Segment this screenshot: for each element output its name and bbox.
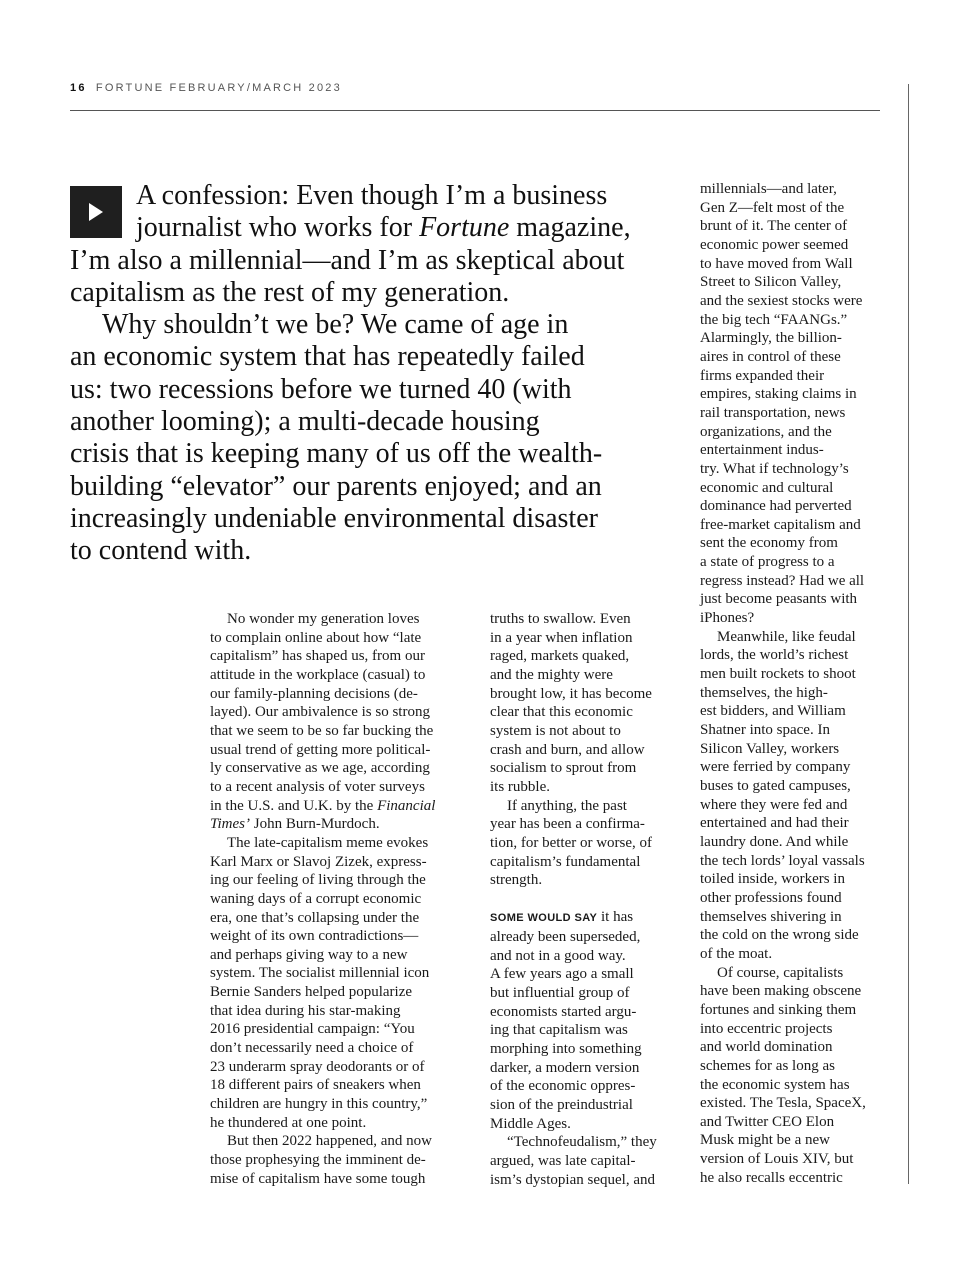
text-fragment: in the U.S. and U.K. by the [210,797,378,814]
paragraph [490,908,675,1133]
text-line: buses to gated campuses, [700,778,851,794]
text-line: crash and burn, and allow [490,741,645,758]
text-line: weight of its own contradictions— [210,928,419,945]
text-line: firms expanded their [700,367,825,384]
text-line: to complain online about how “late [210,629,422,646]
text-line: where they were fed and [700,796,848,813]
text-line: Karl Marx or Slavoj Zizek, express- [210,853,427,870]
text-line: regress instead? Had we all [700,572,865,589]
text-line: Silicon Valley, workers [700,740,840,757]
text-line: system is not about to [490,722,621,739]
text-line: aires in control of these [700,348,841,365]
paragraph [210,1132,462,1188]
text-line: version of Louis XIV, but [700,1151,854,1168]
text-line [210,797,462,816]
text-line: schemes for as long as [700,1057,835,1074]
text-line: ing that capitalism was [490,1022,628,1039]
text-line: but influential group of [490,985,630,1002]
running-header [70,82,342,94]
text-line: to have moved from Wall [700,255,853,272]
text-line: But then 2022 happened, and now [227,1133,432,1150]
text-line: and not in a good way. [490,947,626,964]
text-line: don’t necessarily need a choice of [210,1040,414,1057]
text-line: lords, the world’s richest [700,647,849,664]
text-line: 2016 presidential campaign: “You [210,1021,415,1038]
text-line: morphing into something [490,1041,642,1058]
text-line: Middle Ages. [490,1115,571,1132]
text-line: into eccentric projects [700,1020,833,1037]
text-line: tion, for better or worse, of [490,834,653,851]
publication-name: Financial [377,797,436,814]
text-line: The late-capitalism meme evokes [227,834,429,851]
text-line: and perhaps giving way to a new [210,946,408,963]
body-column-2 [490,610,675,1189]
text-line: year has been a confirma- [490,816,645,833]
lede-line: us: two recessions before we turned 40 (with [70,373,572,405]
text-line: he also recalls eccentric [700,1169,843,1186]
text-line: were ferried by company [700,759,851,776]
column-rule [908,84,909,1184]
text-line: a state of progress to a [700,554,835,571]
text-line: A few years ago a small [490,966,634,983]
text-line: free-market capitalism and [700,516,861,533]
text-line: est bidders, and William [700,703,846,720]
text-fragment: it has [597,909,634,926]
text-line: and Twitter CEO Elon [700,1113,835,1130]
body-column-3 [700,180,882,1187]
paragraph [210,610,462,834]
paragraph [700,964,882,1188]
lede-paragraph-2 [70,309,660,567]
text-line [210,815,462,834]
paragraph [490,1133,675,1189]
text-line: to a recent analysis of voter surveys [210,778,425,795]
text-line: “Technofeudalism,” they [507,1134,657,1151]
text-fragment: John Burn-Murdoch. [250,816,380,833]
text-line: argued, was late capital- [490,1153,636,1170]
text-line: the economic system has [700,1076,850,1093]
page-number: 16 [70,82,87,94]
lede-paragraph-1 [70,180,660,309]
text-line: just become peasants with [700,591,858,608]
text-line: and the sexiest stocks were [700,292,863,309]
publication-line: FORTUNE FEBRUARY/MARCH 2023 [95,82,342,94]
text-line: capitalism” has shaped us, from our [210,648,425,665]
text-line: the tech lords’ loyal vassals [700,852,865,869]
text-line: sion of the preindustrial [490,1097,633,1114]
lede-line: crisis that is keeping many of us off the wealth- [70,438,603,470]
lede-text [70,180,660,568]
text-line: fortunes and sinking them [700,1001,857,1018]
text-line: entertained and had their [700,815,849,832]
publication-name: Times’ [210,816,251,833]
text-line: Of course, capitalists [717,964,844,981]
text-line: iPhones? [700,610,755,627]
text-line: entertainment indus- [700,442,824,459]
text-line: Alarmingly, the billion- [700,330,842,347]
text-line: ism’s dystopian sequel, and [490,1171,655,1188]
text-line: the cold on the wrong side [700,927,859,944]
text-line: economic power seemed [700,236,849,253]
text-line: its rubble. [490,778,550,795]
paragraph [490,610,675,797]
text-line: millennials—and later, [700,181,837,197]
text-line: Meanwhile, like feudal [717,628,856,645]
text-line: No wonder my generation loves [227,611,420,627]
text-line: themselves shivering in [700,908,842,925]
text-line: those prophesying the imminent de- [210,1152,426,1169]
text-line: that we seem to be so far bucking the [210,722,434,739]
text-line: men built rockets to shoot [700,666,856,683]
text-line: empires, staking claims in [700,386,857,403]
text-line: economic and cultural [700,479,834,496]
text-line: of the moat. [700,945,773,962]
lede-fragment: magazine, [509,212,631,244]
header-rule [70,110,880,111]
text-line: children are hungry in this country,” [210,1096,428,1113]
magazine-name: Fortune [419,212,510,244]
text-line: existed. The Tesla, SpaceX, [700,1095,866,1112]
text-line: already been superseded, [490,929,641,946]
text-line: ing our feeling of living through the [210,872,426,889]
text-line: other professions found [700,889,842,906]
text-line: ly conservative as we age, according [210,760,430,777]
text-line: the big tech “FAANGs.” [700,311,848,328]
text-line: have been making obscene [700,983,862,1000]
text-line: layed). Our ambivalence is so strong [210,704,430,721]
text-line: Bernie Sanders helped popularize [210,984,413,1001]
text-line: dominance had perverted [700,498,852,515]
text-line: economists started argu- [490,1003,637,1020]
paragraph [700,180,882,628]
text-line: Gen Z—felt most of the [700,199,845,216]
text-line: organizations, and the [700,423,832,440]
text-line: darker, a modern version [490,1059,640,1076]
section-lead-in: SOME WOULD SAY [490,912,598,925]
lede-line: an economic system that has repeatedly failed [70,341,585,373]
lede-line: I’m also a millennial—and I’m as skeptical about [70,244,625,276]
paragraph [210,834,462,1133]
text-line: and world domination [700,1039,833,1056]
text-line: try. What if technology’s [700,460,849,477]
text-line: mise of capitalism have some tough [210,1170,426,1187]
text-line: brought low, it has become [490,685,652,702]
lede-line: to contend with. [70,535,252,567]
text-line: Street to Silicon Valley, [700,274,842,291]
lede-line: Why shouldn’t we be? We came of age in [102,309,569,341]
text-line: themselves, the high- [700,684,828,701]
text-line: that idea during his star-making [210,1002,401,1019]
text-line: sent the economy from [700,535,838,552]
text-line: socialism to sprout from [490,760,637,777]
body-column-1 [210,610,462,1188]
text-line: of the economic oppres- [490,1078,636,1095]
lede-line: increasingly undeniable environmental disaster [70,502,598,534]
text-line: system. The socialist millennial icon [210,965,430,982]
text-line: clear that this economic [490,704,633,721]
text-line: laundry done. And while [700,833,849,850]
text-line: he thundered at one point. [210,1114,367,1131]
text-line: era, one that’s collapsing under the [210,909,420,926]
lede-line: building “elevator” our parents enjoyed; and an [70,470,602,502]
text-line: our family-planning decisions (de- [210,685,418,702]
text-line: attitude in the workplace (casual) to [210,666,426,683]
text-line: usual trend of getting more political- [210,741,431,758]
text-line: brunt of it. The center of [700,218,848,235]
text-line: Shatner into space. In [700,722,830,739]
play-icon [70,186,122,238]
text-line: capitalism’s fundamental [490,853,641,870]
text-line: 18 different pairs of sneakers when [210,1077,421,1094]
text-line: 23 underarm spray deodorants or of [210,1058,425,1075]
lede-line: A confession: Even though I’m a business [136,180,608,211]
text-line: and the mighty were [490,666,613,683]
text-line: truths to swallow. Even [490,611,631,627]
lede-line: capitalism as the rest of my generation. [70,276,510,308]
text-line: Musk might be a new [700,1132,830,1149]
text-line: raged, markets quaked, [490,648,630,665]
text-line: waning days of a corrupt economic [210,890,422,907]
text-line: rail transportation, news [700,404,846,421]
text-line: strength. [490,872,543,889]
text-line: If anything, the past [507,797,627,814]
text-line: toiled inside, workers in [700,871,845,888]
lede-fragment: journalist who works for [136,212,420,244]
paragraph [700,628,882,964]
text-line: in a year when inflation [490,629,633,646]
paragraph [490,797,675,890]
lede-line [70,212,660,244]
text-line [490,908,675,928]
lede-line: another looming); a multi-decade housing [70,406,540,438]
